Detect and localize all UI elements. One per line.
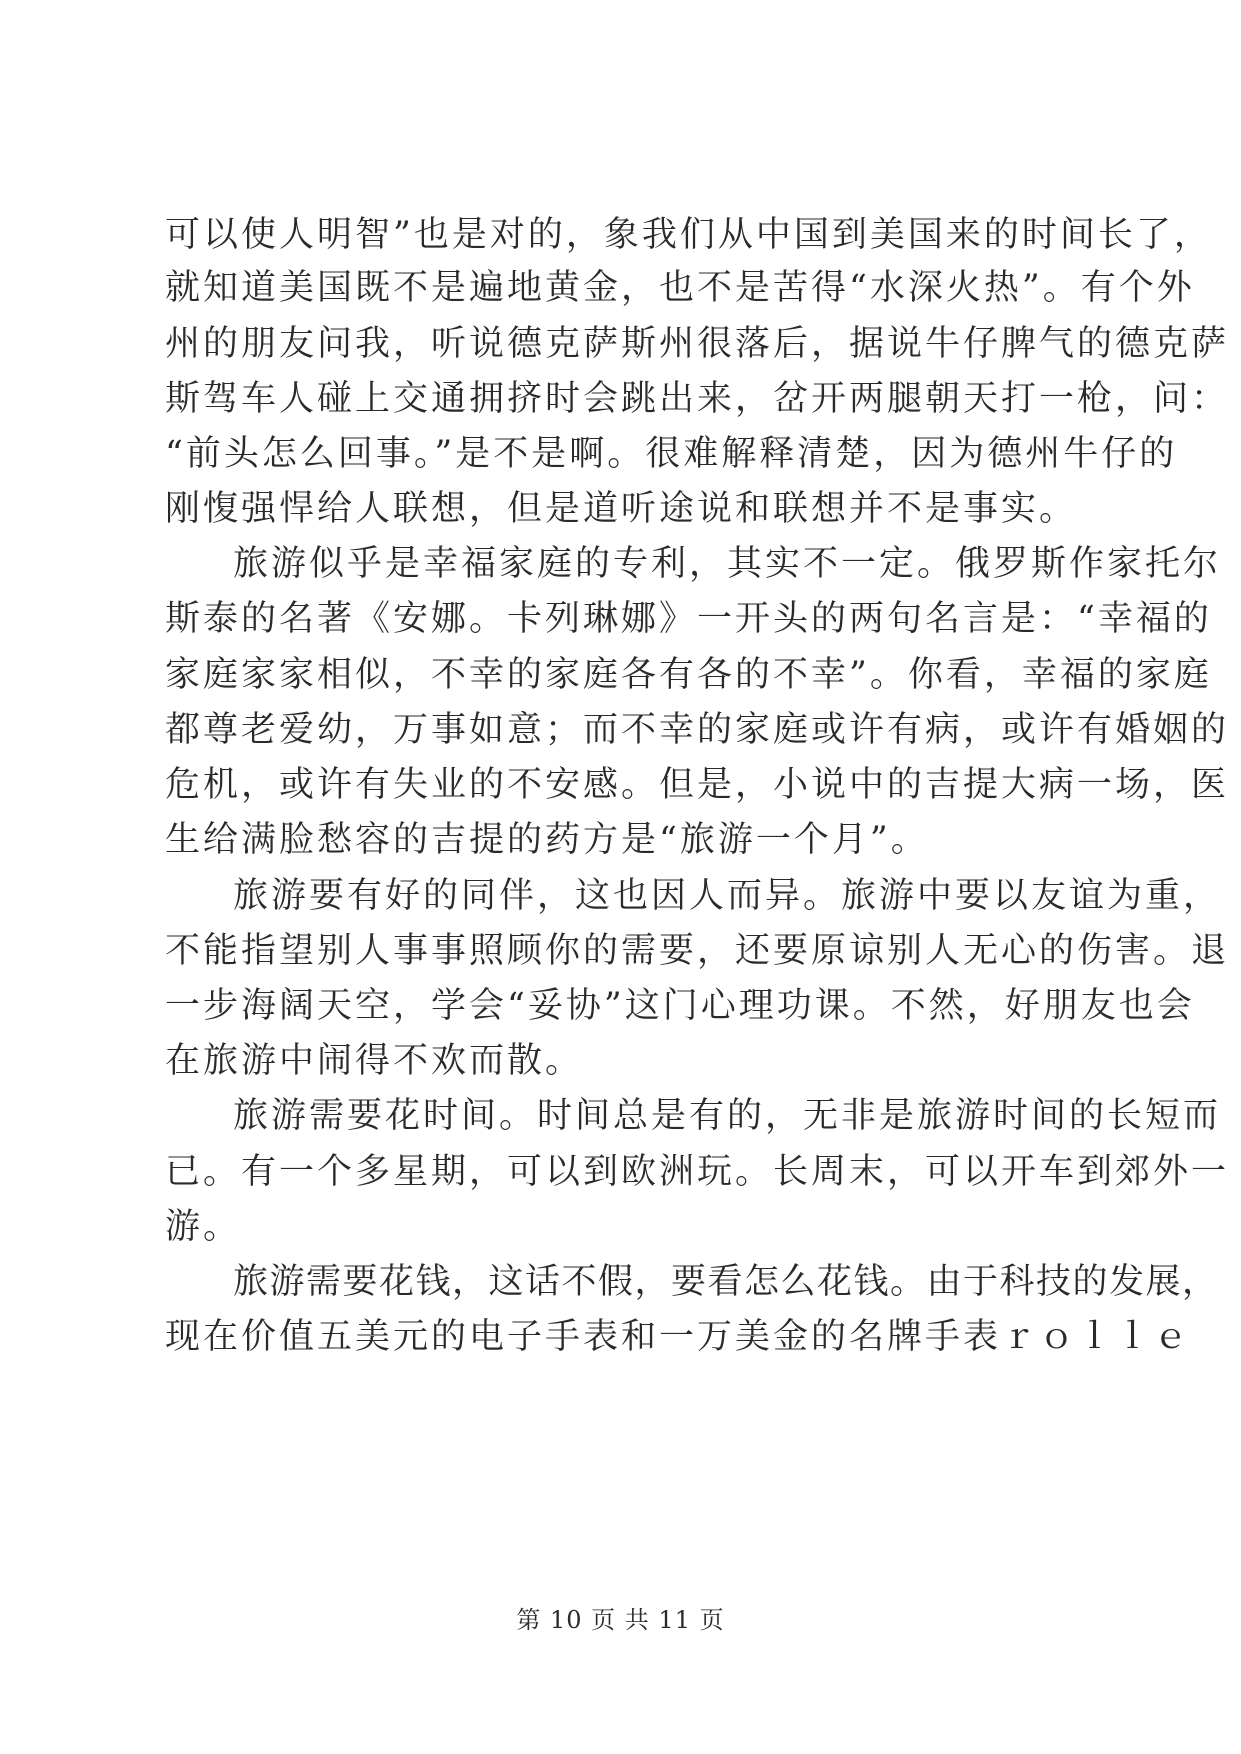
text-line: 现在价值五美元的电子手表和一万美金的名牌手表ｒｏｌｌｅ (165, 1317, 1192, 1357)
text-line: 不能指望别人事事照顾你的需要，还要原谅别人无心的伤害。退 (165, 931, 1230, 971)
text-line: “前头怎么回事。”是不是啊。很难解释清楚，因为德州牛仔的 (165, 434, 1178, 474)
text-line: 可以使人明智”也是对的，象我们从中国到美国来的时间长了， (165, 215, 1212, 255)
text-line: 就知道美国既不是遍地黄金，也不是苦得“水深火热”。有个外 (165, 268, 1195, 308)
text-line: 危机，或许有失业的不安感。但是，小说中的吉提大病一场，医 (165, 765, 1230, 805)
text-line: 都尊老爱幼，万事如意；而不幸的家庭或许有病，或许有婚姻的 (165, 710, 1230, 750)
page-footer: 第 10 页 共 11 页 (516, 1606, 725, 1634)
text-line: 生给满脸愁容的吉提的药方是“旅游一个月”。 (165, 820, 929, 860)
paragraph-first-line: 旅游要有好的同伴，这也因人而异。旅游中要以友谊为重， (233, 876, 1222, 916)
text-line: 已。有一个多星期，可以到欧洲玩。长周末，可以开车到郊外一 (165, 1152, 1230, 1192)
text-line: 在旅游中闹得不欢而散。 (165, 1041, 584, 1081)
text-line: 斯驾车人碰上交通拥挤时会跳出来，岔开两腿朝天打一枪，问： (165, 379, 1230, 419)
text-line: 刚愎强悍给人联想，但是道听途说和联想并不是事实。 (165, 489, 1078, 529)
paragraph-first-line: 旅游似乎是幸福家庭的专利，其实不一定。俄罗斯作家托尔 (233, 544, 1222, 584)
text-line: 州的朋友问我，听说德克萨斯州很落后，据说牛仔脾气的德克萨 (165, 324, 1230, 364)
paragraph-first-line: 旅游需要花时间。时间总是有的，无非是旅游时间的长短而 (233, 1096, 1222, 1136)
text-line: 家庭家家相似，不幸的家庭各有各的不幸”。你看，幸福的家庭 (165, 655, 1212, 695)
text-line: 斯泰的名著《安娜。卡列琳娜》一开头的两句名言是：“幸福的 (165, 599, 1212, 639)
text-line: 一步海阔天空，学会“妥协”这门心理功课。不然，好朋友也会 (165, 986, 1195, 1026)
paragraph-first-line: 旅游需要花钱，这话不假，要看怎么花钱。由于科技的发展， (233, 1262, 1219, 1302)
text-line: 游。 (165, 1207, 242, 1247)
